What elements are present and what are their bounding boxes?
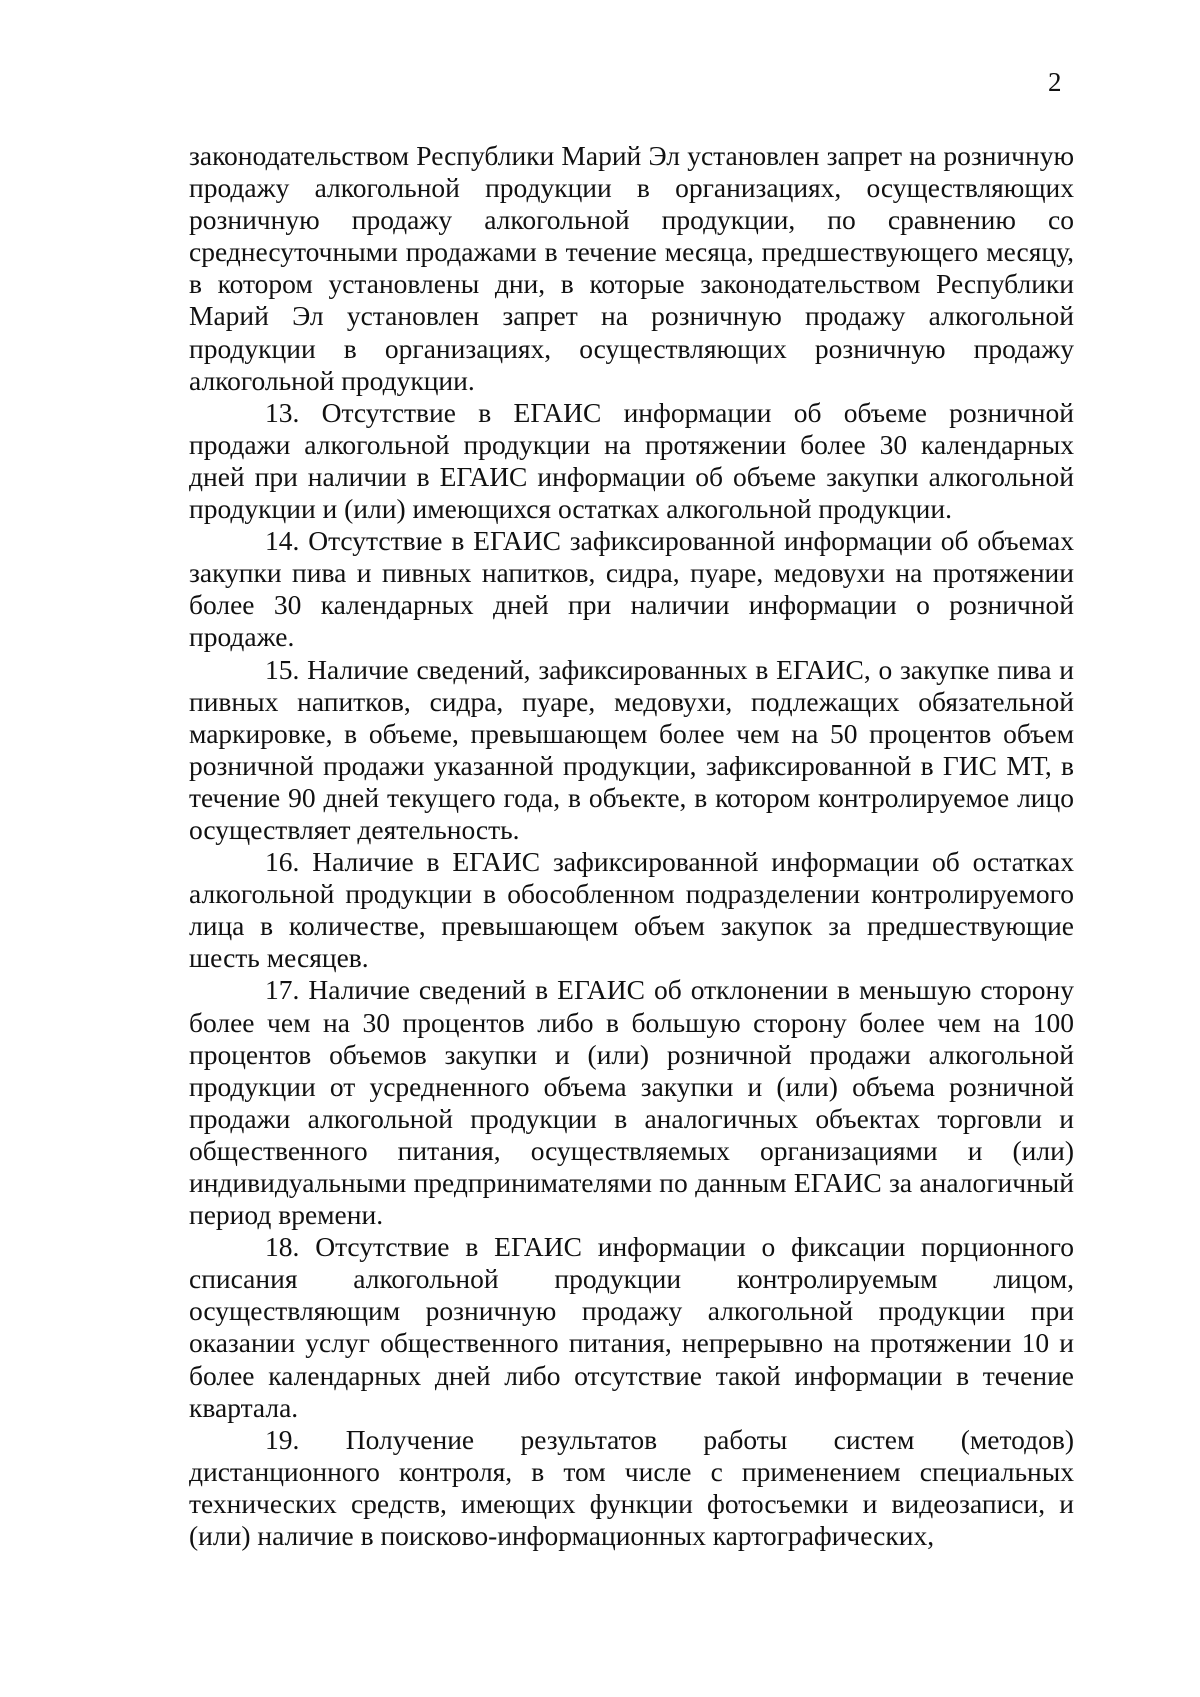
document-body xyxy=(189,140,1074,1552)
paragraph-continuation: законодательством Республики Марий Эл установлен запрет на розничную продажу алкогольной продукции в организациях, осуществляющих розничную продажу алкогольной продукции, по сравнению со среднесуточными продажами в течение месяца, предшествующего месяцу, в котором установлены дни, в которые законодательством Республики Марий Эл установлен запрет на розничную продажу алкогольной продукции в организациях, осуществляющих розничную продажу алкогольной продукции. xyxy=(189,140,1074,396)
page-number: 2 xyxy=(1048,67,1062,97)
paragraph-item-16: 16. Наличие в ЕГАИС зафиксированной информации об остатках алкогольной продукции в обособленном подразделении контролируемого лица в количестве, превышающем объем закупок за предшествующие шесть месяцев. xyxy=(189,846,1074,974)
paragraph-item-13: 13. Отсутствие в ЕГАИС информации об объеме розничной продажи алкогольной продукции на протяжении более 30 календарных дней при наличии в ЕГАИС информации об объеме закупки алкогольной продукции и (или) имеющихся остатках алкогольной продукции. xyxy=(189,396,1074,525)
paragraph-item-14: 14. Отсутствие в ЕГАИС зафиксированной информации об объемах закупки пива и пивных напитков, сидра, пуаре, медовухи на протяжении более 30 календарных дней при наличии информации о розничной продаже. xyxy=(189,525,1074,653)
paragraph-item-15: 15. Наличие сведений, зафиксированных в ЕГАИС, о закупке пива и пивных напитков, сидра, пуаре, медовухи, подлежащих обязательной маркировке, в объеме, превышающем более чем на 50 процентов объем розничной продажи указанной продукции, зафиксированной в ГИС МТ, в течение 90 дней текущего года, в объекте, в котором контролируемое лицо осуществляет деятельность. xyxy=(189,653,1074,845)
paragraph-item-17: 17. Наличие сведений в ЕГАИС об отклонении в меньшую сторону более чем на 30 процентов либо в большую сторону более чем на 100 процентов объемов закупки и (или) розничной продажи алкогольной продукции от усредненного объема закупки и (или) объема розничной продажи алкогольной продукции в аналогичных объектах торговли и общественного питания, осуществляемых организациями и (или) индивидуальными предпринимателями по данным ЕГАИС за аналогичный период времени. xyxy=(189,974,1074,1231)
paragraph-item-19: 19. Получение результатов работы систем (методов) дистанционного контроля, в том числе с применением специальных технических средств, имеющих функции фотосъемки и видеозаписи, и (или) наличие в поисково-информационных картографических, xyxy=(189,1423,1074,1552)
paragraph-item-18: 18. Отсутствие в ЕГАИС информации о фиксации порционного списания алкогольной продукции контролируемым лицом, осуществляющим розничную продажу алкогольной продукции при оказании услуг общественного питания, непрерывно на протяжении 10 и более календарных дней либо отсутствие такой информации в течение квартала. xyxy=(189,1231,1074,1423)
